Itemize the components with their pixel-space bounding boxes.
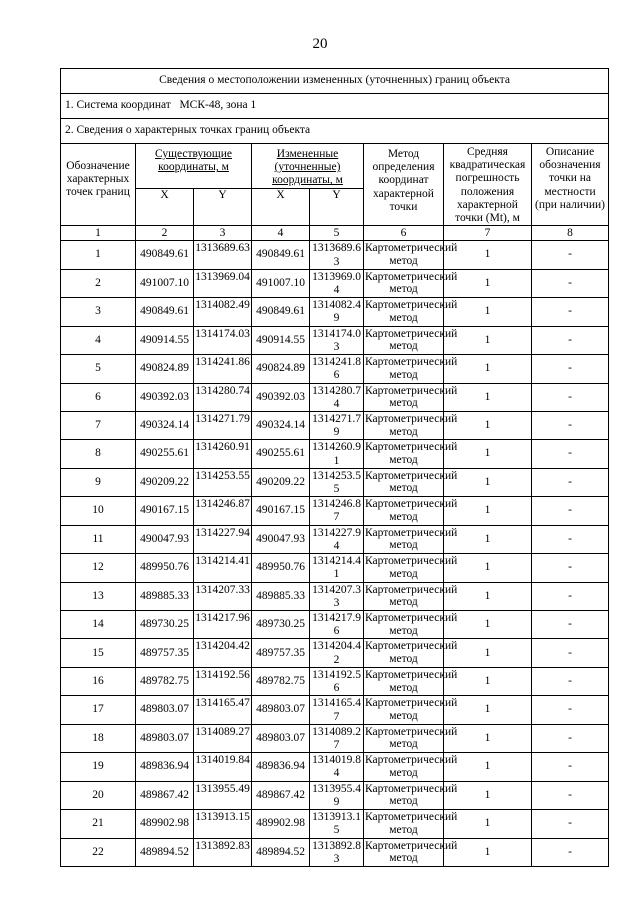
x-existing-cell: 490849.61 (136, 241, 194, 269)
point-number-cell: 15 (61, 639, 136, 667)
table-row (61, 326, 609, 354)
table-row (61, 554, 609, 582)
point-number-cell: 6 (61, 383, 136, 411)
x-changed-cell: 489950.76 (252, 554, 310, 582)
y-existing-cell: 1314174.03 (194, 326, 252, 354)
x-changed-cell: 490849.61 (252, 241, 310, 269)
method-cell: Картометрический метод (364, 753, 444, 781)
y-existing-cell: 1314280.74 (194, 383, 252, 411)
x-existing-cell: 490392.03 (136, 383, 194, 411)
table-row (61, 724, 609, 752)
x-existing-cell: 490209.22 (136, 468, 194, 496)
y-changed-cell: 1313969.04 (310, 269, 364, 297)
method-cell: Картометрический метод (364, 838, 444, 866)
description-cell: - (532, 525, 609, 553)
method-cell: Картометрический метод (364, 554, 444, 582)
x-changed-cell: 489782.75 (252, 667, 310, 695)
x-changed-cell: 490824.89 (252, 355, 310, 383)
header-method: Метод определения координат характерной точки (364, 144, 444, 226)
y-changed-cell: 1314246.87 (310, 497, 364, 525)
point-number-cell: 12 (61, 554, 136, 582)
x-changed-cell: 489730.25 (252, 611, 310, 639)
y-changed-cell: 1313913.15 (310, 810, 364, 838)
x-existing-cell: 490914.55 (136, 326, 194, 354)
method-cell: Картометрический метод (364, 639, 444, 667)
mean-error-cell: 1 (444, 525, 532, 553)
y-existing-cell: 1314253.55 (194, 468, 252, 496)
description-cell: - (532, 810, 609, 838)
x-changed-cell: 489885.33 (252, 582, 310, 610)
description-cell: - (532, 411, 609, 439)
coord-system-line: 1. Система координат МСК-48, зона 1 (61, 94, 609, 119)
y-existing-cell: 1314204.42 (194, 639, 252, 667)
point-number-cell: 1 (61, 241, 136, 269)
column-number: 2 (136, 226, 194, 241)
y-existing-cell: 1313955.49 (194, 781, 252, 809)
description-cell: - (532, 724, 609, 752)
header-x-changed: X (252, 189, 310, 226)
method-cell: Картометрический метод (364, 781, 444, 809)
description-cell: - (532, 696, 609, 724)
x-existing-cell: 489730.25 (136, 611, 194, 639)
method-cell: Картометрический метод (364, 411, 444, 439)
column-number: 8 (532, 226, 609, 241)
table-row (61, 440, 609, 468)
point-number-cell: 11 (61, 525, 136, 553)
mean-error-cell: 1 (444, 753, 532, 781)
column-number: 6 (364, 226, 444, 241)
x-existing-cell: 490849.61 (136, 298, 194, 326)
method-cell: Картометрический метод (364, 326, 444, 354)
y-existing-cell: 1313892.83 (194, 838, 252, 866)
x-existing-cell: 490167.15 (136, 497, 194, 525)
y-changed-cell: 1314089.27 (310, 724, 364, 752)
point-number-cell: 2 (61, 269, 136, 297)
description-cell: - (532, 753, 609, 781)
method-cell: Картометрический метод (364, 383, 444, 411)
table-row (61, 411, 609, 439)
y-existing-cell: 1314246.87 (194, 497, 252, 525)
y-existing-cell: 1314271.79 (194, 411, 252, 439)
column-number: 5 (310, 226, 364, 241)
x-changed-cell: 489894.52 (252, 838, 310, 866)
point-number-cell: 7 (61, 411, 136, 439)
y-existing-cell: 1314089.27 (194, 724, 252, 752)
method-cell: Картометрический метод (364, 810, 444, 838)
mean-error-cell: 1 (444, 696, 532, 724)
x-existing-cell: 490255.61 (136, 440, 194, 468)
points-section-title: 2. Сведения о характерных точках границ объекта (61, 119, 609, 144)
y-existing-cell: 1314227.94 (194, 525, 252, 553)
method-cell: Картометрический метод (364, 269, 444, 297)
description-cell: - (532, 838, 609, 866)
y-changed-cell: 1314192.56 (310, 667, 364, 695)
x-existing-cell: 489885.33 (136, 582, 194, 610)
method-cell: Картометрический метод (364, 582, 444, 610)
description-cell: - (532, 269, 609, 297)
column-number: 7 (444, 226, 532, 241)
table-row (61, 667, 609, 695)
point-number-cell: 3 (61, 298, 136, 326)
y-existing-cell: 1313913.15 (194, 810, 252, 838)
mean-error-cell: 1 (444, 838, 532, 866)
table-row (61, 383, 609, 411)
point-number-cell: 8 (61, 440, 136, 468)
x-changed-cell: 491007.10 (252, 269, 310, 297)
description-cell: - (532, 781, 609, 809)
mean-error-cell: 1 (444, 298, 532, 326)
y-changed-cell: 1314019.84 (310, 753, 364, 781)
y-changed-cell: 1313892.83 (310, 838, 364, 866)
column-number: 4 (252, 226, 310, 241)
header-existing-coords-text: Существующие координаты, м (154, 148, 232, 174)
point-number-cell: 22 (61, 838, 136, 866)
mean-error-cell: 1 (444, 810, 532, 838)
table-row (61, 468, 609, 496)
point-number-cell: 13 (61, 582, 136, 610)
x-existing-cell: 489950.76 (136, 554, 194, 582)
description-cell: - (532, 497, 609, 525)
header-description: Описание обозначения точки на местности (при наличии) (532, 144, 609, 226)
header-x-existing: X (136, 189, 194, 226)
y-changed-cell: 1314207.33 (310, 582, 364, 610)
point-number-cell: 19 (61, 753, 136, 781)
x-existing-cell: 489803.07 (136, 724, 194, 752)
mean-error-cell: 1 (444, 724, 532, 752)
method-cell: Картометрический метод (364, 497, 444, 525)
y-existing-cell: 1314019.84 (194, 753, 252, 781)
table-row (61, 269, 609, 297)
header-y-changed: Y (310, 189, 364, 226)
x-existing-cell: 489803.07 (136, 696, 194, 724)
description-cell: - (532, 355, 609, 383)
point-number-cell: 16 (61, 667, 136, 695)
mean-error-cell: 1 (444, 554, 532, 582)
method-cell: Картометрический метод (364, 298, 444, 326)
header-point-designation: Обозначение характерных точек границ (61, 144, 136, 226)
mean-error-cell: 1 (444, 497, 532, 525)
description-cell: - (532, 468, 609, 496)
method-cell: Картометрический метод (364, 525, 444, 553)
mean-error-cell: 1 (444, 781, 532, 809)
mean-error-cell: 1 (444, 383, 532, 411)
x-changed-cell: 489867.42 (252, 781, 310, 809)
method-cell: Картометрический метод (364, 696, 444, 724)
x-existing-cell: 489894.52 (136, 838, 194, 866)
mean-error-cell: 1 (444, 440, 532, 468)
table-row (61, 639, 609, 667)
x-changed-cell: 489902.98 (252, 810, 310, 838)
y-changed-cell: 1314227.94 (310, 525, 364, 553)
description-cell: - (532, 241, 609, 269)
y-changed-cell: 1314260.91 (310, 440, 364, 468)
method-cell: Картометрический метод (364, 724, 444, 752)
x-existing-cell: 489782.75 (136, 667, 194, 695)
point-number-cell: 10 (61, 497, 136, 525)
y-existing-cell: 1313689.63 (194, 241, 252, 269)
section-title: Сведения о местоположении измененных (уточненных) границ объекта (61, 69, 609, 94)
mean-error-cell: 1 (444, 667, 532, 695)
mean-error-cell: 1 (444, 639, 532, 667)
y-existing-cell: 1314217.96 (194, 611, 252, 639)
table-row (61, 241, 609, 269)
x-changed-cell: 490392.03 (252, 383, 310, 411)
y-existing-cell: 1314214.41 (194, 554, 252, 582)
description-cell: - (532, 440, 609, 468)
description-cell: - (532, 298, 609, 326)
column-numbers-row (61, 226, 609, 241)
x-changed-cell: 489803.07 (252, 696, 310, 724)
description-cell: - (532, 582, 609, 610)
point-number-cell: 20 (61, 781, 136, 809)
y-changed-cell: 1314082.49 (310, 298, 364, 326)
y-existing-cell: 1314207.33 (194, 582, 252, 610)
mean-error-cell: 1 (444, 326, 532, 354)
point-number-cell: 14 (61, 611, 136, 639)
y-changed-cell: 1314241.86 (310, 355, 364, 383)
x-changed-cell: 490324.14 (252, 411, 310, 439)
method-cell: Картометрический метод (364, 468, 444, 496)
x-existing-cell: 490324.14 (136, 411, 194, 439)
point-number-cell: 21 (61, 810, 136, 838)
description-cell: - (532, 554, 609, 582)
point-number-cell: 9 (61, 468, 136, 496)
mean-error-cell: 1 (444, 582, 532, 610)
table-row (61, 497, 609, 525)
page-number: 20 (312, 36, 328, 52)
x-changed-cell: 490167.15 (252, 497, 310, 525)
mean-error-cell: 1 (444, 355, 532, 383)
y-changed-cell: 1313955.49 (310, 781, 364, 809)
method-cell: Картометрический метод (364, 611, 444, 639)
y-changed-cell: 1314174.03 (310, 326, 364, 354)
y-existing-cell: 1314260.91 (194, 440, 252, 468)
table-row (61, 810, 609, 838)
table-row (61, 781, 609, 809)
x-existing-cell: 490047.93 (136, 525, 194, 553)
x-existing-cell: 489757.35 (136, 639, 194, 667)
method-cell: Картометрический метод (364, 667, 444, 695)
description-cell: - (532, 639, 609, 667)
y-changed-cell: 1313689.63 (310, 241, 364, 269)
header-y-existing: Y (194, 189, 252, 226)
header-changed-coords (252, 144, 364, 189)
x-changed-cell: 490849.61 (252, 298, 310, 326)
x-existing-cell: 489867.42 (136, 781, 194, 809)
point-number-cell: 4 (61, 326, 136, 354)
x-existing-cell: 489902.98 (136, 810, 194, 838)
x-changed-cell: 490255.61 (252, 440, 310, 468)
table-row (61, 696, 609, 724)
y-existing-cell: 1314082.49 (194, 298, 252, 326)
table-row (61, 611, 609, 639)
column-number: 3 (194, 226, 252, 241)
x-changed-cell: 489757.35 (252, 639, 310, 667)
point-number-cell: 5 (61, 355, 136, 383)
mean-error-cell: 1 (444, 269, 532, 297)
method-cell: Картометрический метод (364, 440, 444, 468)
header-mean-error: Средняя квадратическая погрешность положения характерной точки (Mt), м (444, 144, 532, 226)
description-cell: - (532, 326, 609, 354)
point-number-cell: 18 (61, 724, 136, 752)
x-changed-cell: 490209.22 (252, 468, 310, 496)
table-row (61, 838, 609, 866)
method-cell: Картометрический метод (364, 241, 444, 269)
description-cell: - (532, 611, 609, 639)
y-changed-cell: 1314214.41 (310, 554, 364, 582)
y-changed-cell: 1314280.74 (310, 383, 364, 411)
x-changed-cell: 489836.94 (252, 753, 310, 781)
y-changed-cell: 1314217.96 (310, 611, 364, 639)
table-row (61, 355, 609, 383)
description-cell: - (532, 667, 609, 695)
x-changed-cell: 489803.07 (252, 724, 310, 752)
x-changed-cell: 490047.93 (252, 525, 310, 553)
y-changed-cell: 1314271.79 (310, 411, 364, 439)
y-changed-cell: 1314165.47 (310, 696, 364, 724)
table-row (61, 582, 609, 610)
mean-error-cell: 1 (444, 411, 532, 439)
y-existing-cell: 1314241.86 (194, 355, 252, 383)
table-row (61, 753, 609, 781)
description-cell: - (532, 383, 609, 411)
boundary-points-table (60, 68, 609, 867)
y-existing-cell: 1314192.56 (194, 667, 252, 695)
point-number-cell: 17 (61, 696, 136, 724)
mean-error-cell: 1 (444, 468, 532, 496)
x-existing-cell: 491007.10 (136, 269, 194, 297)
y-changed-cell: 1314204.42 (310, 639, 364, 667)
x-existing-cell: 490824.89 (136, 355, 194, 383)
x-changed-cell: 490914.55 (252, 326, 310, 354)
y-changed-cell: 1314253.55 (310, 468, 364, 496)
mean-error-cell: 1 (444, 611, 532, 639)
y-existing-cell: 1313969.04 (194, 269, 252, 297)
mean-error-cell: 1 (444, 241, 532, 269)
table-row (61, 298, 609, 326)
header-changed-coords-text: Измененные (уточненные) координаты, м (272, 148, 343, 187)
method-cell: Картометрический метод (364, 355, 444, 383)
y-existing-cell: 1314165.47 (194, 696, 252, 724)
column-number: 1 (61, 226, 136, 241)
x-existing-cell: 489836.94 (136, 753, 194, 781)
header-existing-coords (136, 144, 252, 189)
table-row (61, 525, 609, 553)
